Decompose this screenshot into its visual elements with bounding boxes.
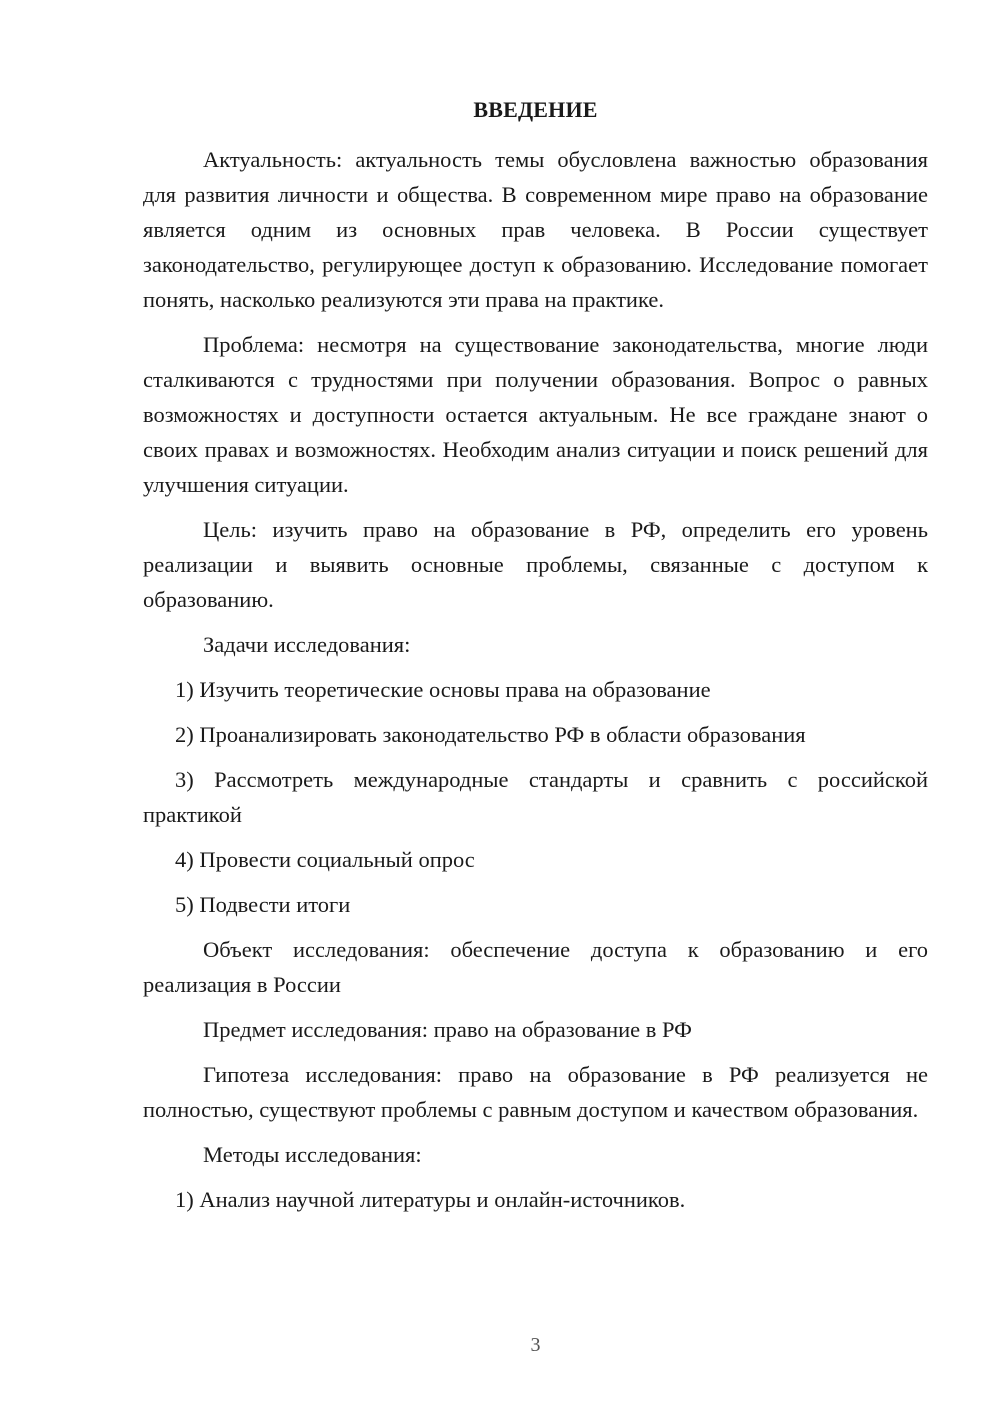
page-body <box>143 92 928 1227</box>
paragraph-hypothesis: Гипотеза исследования: право на образование в РФ реализуется не полностью, существуют проблемы с равным доступом и качеством образования. <box>143 1062 928 1122</box>
section-heading: ВВЕДЕНИЕ <box>473 97 598 122</box>
methods-heading: Методы исследования: <box>203 1142 422 1167</box>
task-item-4: 4) Провести социальный опрос <box>175 847 475 872</box>
task-item-5: 5) Подвести итоги <box>175 892 351 917</box>
paragraph-goal: Цель: изучить право на образование в РФ, определить его уровень реализации и выявить основные проблемы, связанные с доступом к образованию. <box>143 517 928 612</box>
paragraph-subject: Предмет исследования: право на образование в РФ <box>203 1017 692 1042</box>
paragraph-object: Объект исследования: обеспечение доступа к образованию и его реализация в России <box>143 937 928 997</box>
page-number: 3 <box>530 1334 541 1356</box>
method-item-1: 1) Анализ научной литературы и онлайн-источников. <box>175 1187 686 1212</box>
task-item-3: 3) Рассмотреть международные стандарты и сравнить с российской практикой <box>143 767 928 827</box>
task-item-1: 1) Изучить теоретические основы права на образование <box>175 677 711 702</box>
tasks-heading: Задачи исследования: <box>203 632 411 657</box>
paragraph-relevance: Актуальность: актуальность темы обусловлена важностью образования для развития личности и общества. В современном мире право на образование является одним из основных прав человека. В России существует законодательство, регулирующее доступ к образованию. Исследование помогает понять, насколько реализуются эти права на практике. <box>143 147 928 312</box>
paragraph-problem: Проблема: несмотря на существование законодательства, многие люди сталкиваются с трудностями при получении образования. Вопрос о равных возможностях и доступности остается актуальным. Не все граждане знают о своих правах и возможностях. Необходим анализ ситуации и поиск решений для улучшения ситуации. <box>143 332 928 497</box>
task-item-2: 2) Проанализировать законодательство РФ в области образования <box>175 722 806 747</box>
